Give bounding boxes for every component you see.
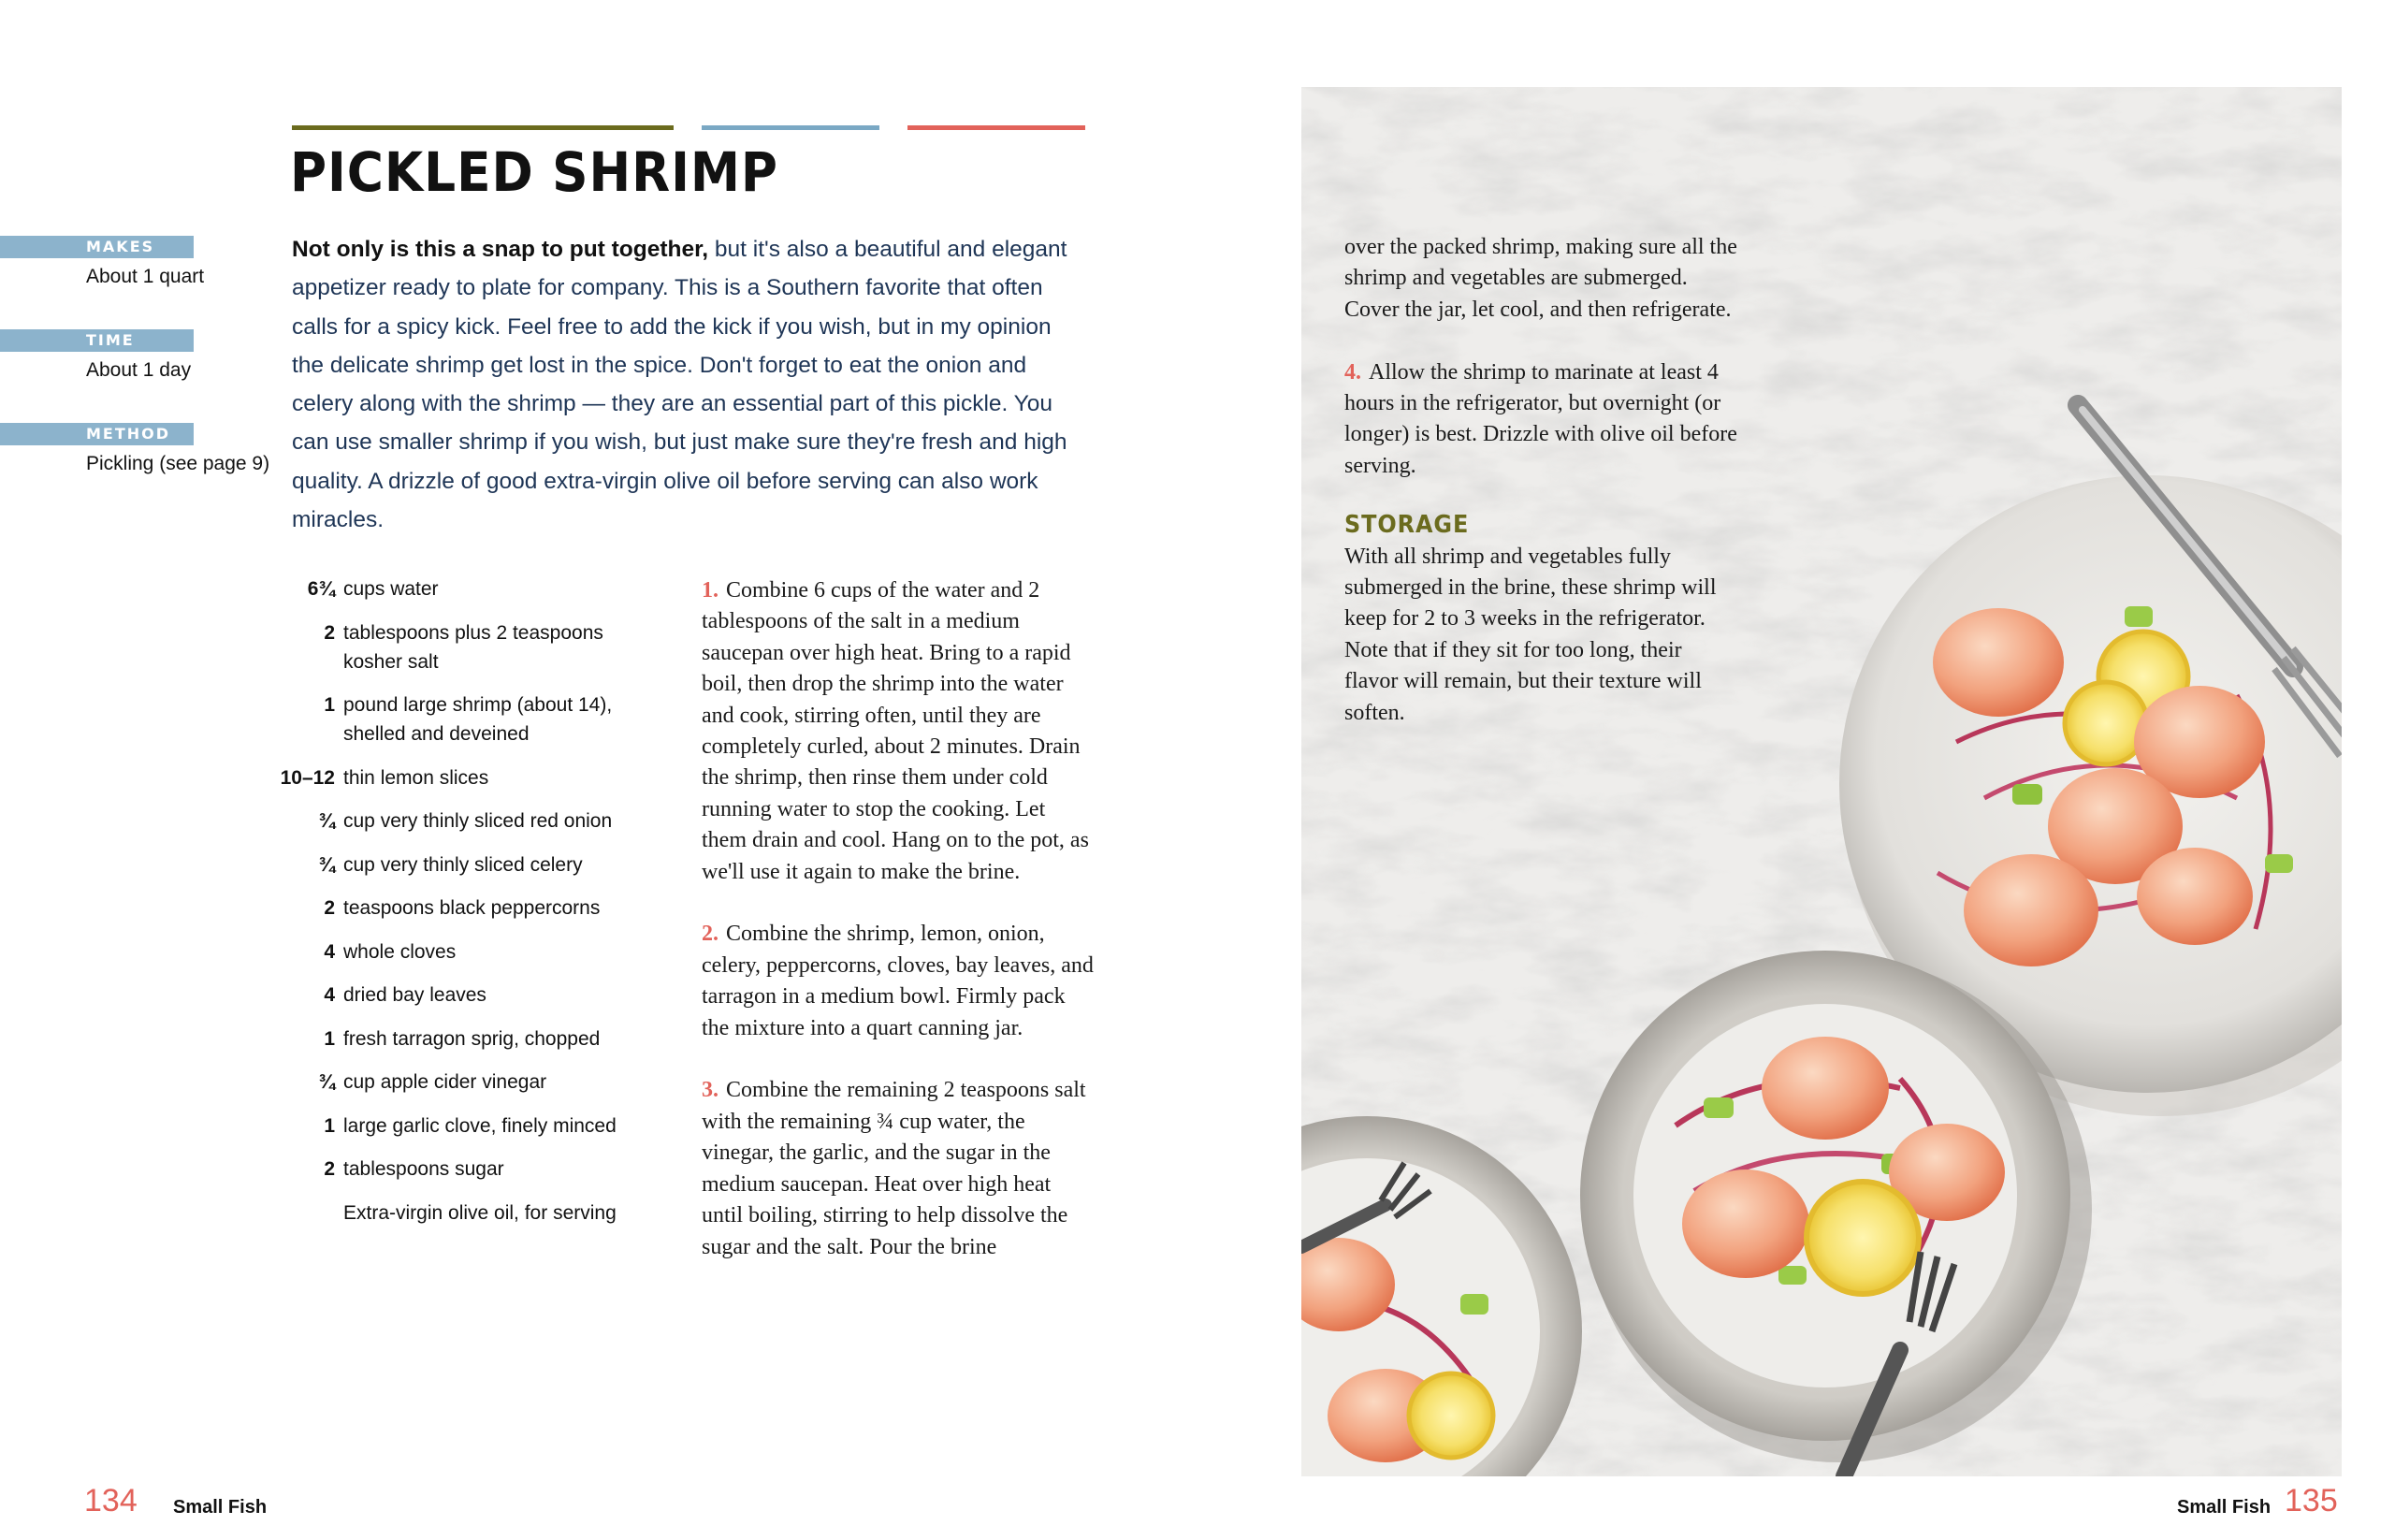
ingredient-item xyxy=(271,893,646,923)
step-text: Combine the remaining 2 teaspoons salt with the remaining ¾ cup water, the vinegar, the garlic, and the sugar in the medium saucepan. Heat over high heat until boiling, stirring to help dissolve the sugar and the salt. Pour the brine xyxy=(702,1078,1086,1259)
intro-lead: Not only is this a snap to put together, xyxy=(292,237,709,262)
ingredient-name: cup apple cider vinegar xyxy=(343,1071,547,1093)
ingredient-qty: 1 xyxy=(324,694,335,716)
step-number: 2. xyxy=(702,922,718,947)
page-number-right: 135 xyxy=(2285,1483,2338,1518)
method-step xyxy=(1344,357,1737,483)
step-text: Combine the shrimp, lemon, onion, celery, peppercorns, cloves, bay leaves, and tarragon in a medium bowl. Firmly pack the mixture into a quart canning jar. xyxy=(702,922,1094,1040)
ingredient-name: cup very thinly sliced red onion xyxy=(343,810,613,832)
ingredient-item xyxy=(271,1199,646,1228)
intro-paragraph xyxy=(292,230,1078,539)
right-column-text xyxy=(1344,232,1737,729)
ingredient-qty: 1 xyxy=(324,1027,335,1050)
ingredient-name: fresh tarragon sprig, chopped xyxy=(343,1027,601,1050)
storage-text: With all shrimp and vegetables fully submerged in the brine, these shrimp will keep for 2 to 3 weeks in the refrigerator. Note that if they sit for too long, their flavor will remain, but their texture will soften. xyxy=(1344,544,1717,725)
ingredient-qty: ¾ xyxy=(318,1071,335,1093)
ingredient-item xyxy=(271,806,646,835)
step-text: Combine 6 cups of the water and 2 tablespoons of the salt in a medium saucepan over high heat. Bring to a rapid boil, then drop the shrimp into the water and cook, stirring often, until they are completely curled, about 2 minutes. Drain the shrimp, then rinse them under cold running water to stop the cooking. Let them drain and cool. Hang on to the pot, as we'll use it again to make the brine. xyxy=(702,578,1089,884)
ingredient-qty: 6¾ xyxy=(307,578,335,600)
page-number-left: 134 xyxy=(84,1483,138,1518)
storage-heading: STORAGE xyxy=(1344,510,1470,539)
step-text: Allow the shrimp to marinate at least 4 hours in the refrigerator, but overnight (or longer) is best. Drizzle with olive oil before serving. xyxy=(1344,359,1737,478)
step-number: 3. xyxy=(702,1078,718,1103)
ingredient-name: teaspoons black peppercorns xyxy=(343,897,601,919)
ingredient-item xyxy=(271,1024,646,1053)
ingredient-qty: ¾ xyxy=(318,810,335,832)
step-number: 1. xyxy=(702,578,718,603)
meta-label: MAKES xyxy=(0,236,194,258)
ingredient-item xyxy=(271,763,646,792)
ingredient-item xyxy=(271,981,646,1010)
meta-label: METHOD xyxy=(0,423,194,445)
ingredient-name: whole cloves xyxy=(343,940,457,963)
ingredient-qty: 2 xyxy=(324,897,335,919)
ingredient-item xyxy=(271,937,646,966)
ingredient-item xyxy=(271,618,646,676)
step-continuation: over the packed shrimp, making sure all the shrimp and vegetables are submerged. Cover the jar, let cool, and then refrigerate. xyxy=(1344,235,1737,322)
meta-time xyxy=(0,329,194,382)
ingredient-name: thin lemon slices xyxy=(343,766,489,789)
title-rule-blue xyxy=(702,125,879,130)
ingredient-qty: 2 xyxy=(324,621,335,644)
method-step xyxy=(702,919,1095,1044)
ingredient-item xyxy=(271,690,646,748)
method-steps xyxy=(702,575,1095,1294)
step-number: 4. xyxy=(1344,359,1361,385)
meta-value: About 1 day xyxy=(86,359,192,381)
ingredient-item xyxy=(271,850,646,879)
section-name-left: Small Fish xyxy=(173,1497,268,1518)
meta-value: Pickling (see page 9) xyxy=(86,453,270,474)
ingredient-name: tablespoons sugar xyxy=(343,1158,504,1180)
ingredient-name: tablespoons plus 2 teaspoons kosher salt xyxy=(343,621,603,673)
meta-label: TIME xyxy=(0,329,194,352)
ingredient-qty: 1 xyxy=(324,1114,335,1137)
ingredient-qty: 10–12 xyxy=(280,766,335,789)
ingredient-qty: ¾ xyxy=(318,853,335,876)
ingredient-qty: 4 xyxy=(324,984,335,1006)
ingredient-list xyxy=(271,574,646,1242)
ingredient-item xyxy=(271,574,646,603)
ingredient-qty: 4 xyxy=(324,940,335,963)
ingredient-name: pound large shrimp (about 14), shelled and deveined xyxy=(343,694,613,745)
ingredient-item xyxy=(271,1155,646,1184)
section-name-right: Small Fish xyxy=(2177,1497,2272,1518)
ingredient-item xyxy=(271,1068,646,1097)
ingredient-name: Extra-virgin olive oil, for serving xyxy=(343,1201,617,1224)
meta-method xyxy=(0,423,269,475)
ingredient-name: large garlic clove, finely minced xyxy=(343,1114,617,1137)
ingredient-name: cup very thinly sliced celery xyxy=(343,853,583,876)
ingredient-qty: 2 xyxy=(324,1158,335,1180)
ingredient-name: cups water xyxy=(343,578,439,600)
ingredient-item xyxy=(271,1111,646,1140)
meta-makes xyxy=(0,236,204,288)
method-step xyxy=(702,1075,1095,1262)
title-rule-red xyxy=(907,125,1085,130)
recipe-title: PICKLED SHRIMP xyxy=(290,140,778,204)
meta-value: About 1 quart xyxy=(86,266,205,287)
title-rule-olive xyxy=(292,125,674,130)
ingredient-name: dried bay leaves xyxy=(343,984,486,1006)
method-step xyxy=(702,575,1095,888)
intro-body: but it's also a beautiful and elegant appetizer ready to plate for company. This is a Southern favorite that often calls for a spicy kick. Feel free to add the kick if you wish, but in my opinion the delicate shrimp get lost in the spice. Don't forget to eat the onion and celery along with the shrimp — they are an essential part of this pickle. You can use smaller shrimp if you wish, but just make sure they're fresh and high quality. A drizzle of good extra-virgin olive oil before serving can also work miracles. xyxy=(292,237,1067,533)
